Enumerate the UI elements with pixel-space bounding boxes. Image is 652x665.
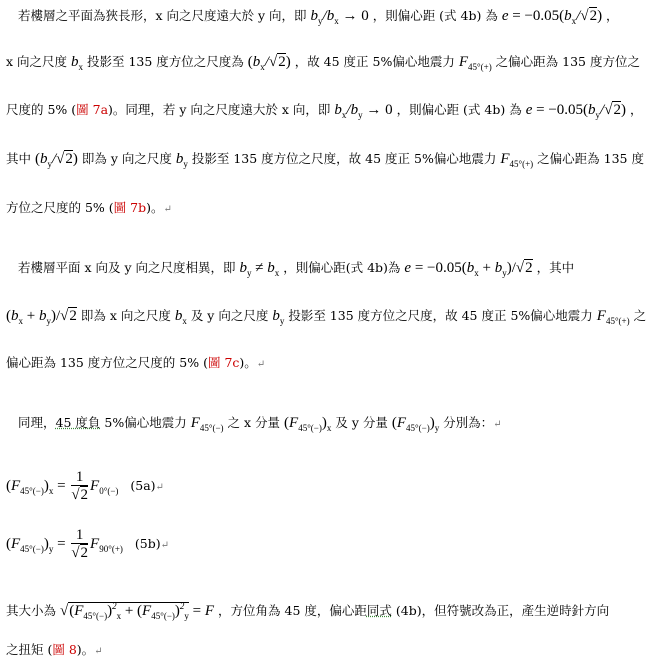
- paragraph-mark: ↵: [160, 540, 169, 551]
- eq-rhs: $F_{0^\circ(-)}$: [90, 478, 119, 496]
- equation-5a: [6, 466, 164, 511]
- symbol-f45-neg-x: $(F_{45^\circ(-)})_x$: [284, 415, 332, 433]
- symbol-by-2: $b_y$: [272, 308, 285, 326]
- figure-ref-7a[interactable]: 圖 7a: [76, 102, 109, 117]
- p2-line2: [6, 306, 646, 331]
- text: x 向之尺度: [6, 54, 68, 69]
- paragraph-mark: ↵: [94, 646, 103, 657]
- text: 之偏心距為 135 度: [537, 151, 644, 166]
- paragraph-mark: ↵: [155, 482, 164, 493]
- eq-lhs: $(F_{45^\circ(-)})_y$ =: [6, 536, 70, 554]
- text: 投影至 135 度方位之尺度，故 45 度正 5%偏心地震力: [191, 151, 497, 166]
- text: ，則偏心距 (式 4b) 為: [372, 8, 498, 23]
- fraction: $\frac{1}{√2}$: [71, 469, 89, 503]
- text: 及 y 向之尺度: [190, 308, 269, 323]
- text-underlined: 45 度負: [55, 415, 101, 430]
- eq-label-5b: (5b): [134, 536, 161, 551]
- symbol-f45-pos: $F_{45^\circ(+)}$: [458, 54, 492, 72]
- text: ，: [629, 102, 643, 117]
- paragraph-mark: ↵: [493, 419, 502, 430]
- text: 若樓層之平面為狹長形，x 向之尺度遠大於 y 向，即: [18, 8, 307, 23]
- formula-sum-sqrt2: $(b_x + b_y)/√2$: [6, 308, 77, 326]
- text: (4b)，但符號改為正，產生逆時針方向: [391, 603, 610, 618]
- p2-line1: [18, 258, 574, 283]
- text: 尺度的 5% (: [6, 102, 77, 117]
- figure-ref-7c[interactable]: 圖 7c: [207, 355, 240, 370]
- formula-by-sqrt2: $(b_y/√2)$: [35, 151, 78, 169]
- text: 之: [633, 308, 647, 323]
- p1-line2: [6, 52, 640, 77]
- formula-e-bx: $e = -0.05(b_x/√2)$: [501, 8, 603, 26]
- text: ，其中: [536, 260, 575, 275]
- p1-line4: [6, 149, 644, 174]
- fraction: $\frac{1}{√2}$: [71, 527, 89, 561]
- p1-line5: [6, 198, 172, 220]
- eq-lhs: $(F_{45^\circ(-)})_x$ =: [6, 478, 70, 496]
- p4-line1: [6, 596, 609, 626]
- text: 方位之尺度的 5% (: [6, 200, 114, 215]
- symbol-f45-neg-y: $(F_{45^\circ(-)})_y$: [391, 415, 440, 433]
- symbol-f45-neg: $F_{45^\circ(-)}$: [190, 415, 224, 433]
- p1-line1: [18, 6, 619, 31]
- eq-label-5a: (5a): [130, 478, 156, 493]
- text: 5%偏心地震力: [100, 415, 187, 430]
- text: 若樓層平面 x 向及 y 向之尺度相異，即: [18, 260, 236, 275]
- figure-ref-8[interactable]: 圖 8: [52, 642, 77, 657]
- text: 分別為：: [443, 415, 494, 430]
- formula-magnitude: $√(F_{45^\circ(-)})^2_x + (F_{45^\circ(-)})^2_y = F$: [60, 601, 215, 621]
- formula-bx-by-ratio: $b_y/b_x \to 0$: [310, 8, 369, 26]
- text: 即為 x 向之尺度: [80, 308, 171, 323]
- text: ，方位角為 45 度，偏心距: [218, 603, 367, 618]
- formula-bx-sqrt2: $(b_x/√2)$: [247, 54, 291, 72]
- p1-line3: [6, 100, 642, 125]
- formula-by-neq-bx: $b_y \ne b_x$: [239, 260, 280, 278]
- text: 及 y 分量: [335, 415, 388, 430]
- text: 同理，: [18, 415, 56, 430]
- p2-line3: [6, 353, 265, 375]
- text: 之扭矩 (: [6, 642, 53, 657]
- text: ，則偏心距(式 4b)為: [283, 260, 401, 275]
- text: )。: [76, 642, 95, 657]
- symbol-by: $b_y$: [175, 151, 188, 169]
- text: 其中: [6, 151, 32, 166]
- text: 偏心距為 135 度方位之尺度的 5% (: [6, 355, 208, 370]
- text: 之偏心距為 135 度方位之: [495, 54, 640, 69]
- symbol-bx-2: $b_x$: [174, 308, 187, 326]
- eq-rhs: $F_{90^\circ(+)}$: [90, 536, 123, 554]
- text: 之 x 分量: [227, 415, 281, 430]
- text: )。: [146, 200, 164, 215]
- text: 投影至 135 度方位之尺度，故 45 度正 5%偏心地震力: [288, 308, 593, 323]
- symbol-f45-pos-2: $F_{45^\circ(+)}$: [500, 151, 534, 169]
- text: ，則偏心距 (式 4b) 為: [396, 102, 522, 117]
- text: )。: [239, 355, 257, 370]
- paragraph-mark: ↵: [163, 204, 172, 215]
- figure-ref-7b[interactable]: 圖 7b: [113, 200, 147, 215]
- symbol-bx: $b_x$: [71, 54, 84, 72]
- formula-e-sum: $e = -0.05(b_x + b_y)/√2$: [404, 260, 533, 278]
- symbol-f45-pos-3: $F_{45^\circ(+)}$: [596, 308, 630, 326]
- text: ，故 45 度正 5%偏心地震力: [294, 54, 455, 69]
- p4-line2: [6, 640, 103, 662]
- text: )。同理，若 y 向之尺度遠大於 x 向，即: [108, 102, 331, 117]
- text: 即為 y 向之尺度: [81, 151, 172, 166]
- text: 其大小為: [6, 603, 57, 618]
- text-underlined: 同式: [366, 603, 392, 618]
- p3-line1: [18, 413, 502, 438]
- paragraph-mark: ↵: [256, 359, 266, 370]
- formula-e-by: $e = -0.05(b_y/√2)$: [525, 102, 626, 120]
- formula-bx-by-ratio-2: $b_x/b_y \to 0$: [334, 102, 393, 120]
- equation-5b: [6, 524, 169, 569]
- text: ，: [606, 8, 619, 23]
- text: 投影至 135 度方位之尺度為: [87, 54, 244, 69]
